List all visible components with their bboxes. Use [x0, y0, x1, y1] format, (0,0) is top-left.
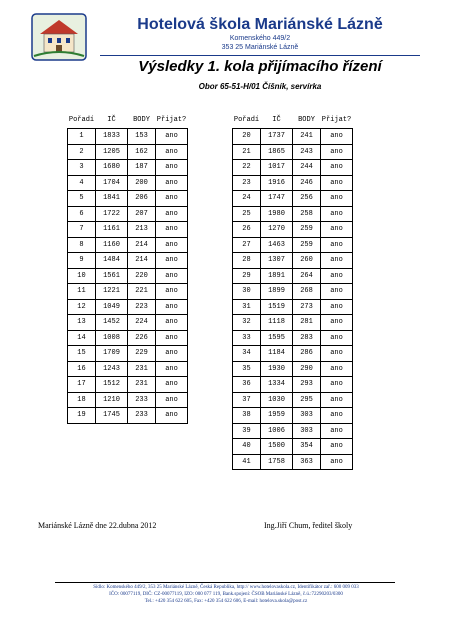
id-cell: 1980: [261, 206, 293, 222]
id-cell: 1160: [96, 237, 128, 253]
column-header-admitted: Přijat?: [156, 112, 188, 129]
table-row: [68, 315, 188, 331]
admitted-cell: ano: [156, 330, 188, 346]
rank-cell: 36: [233, 377, 261, 393]
id-cell: 1745: [96, 408, 128, 424]
table-row: [68, 129, 188, 145]
points-cell: 241: [293, 129, 321, 145]
table-row: [233, 315, 353, 331]
column-header-admitted: Přijat?: [321, 112, 353, 129]
rank-cell: 18: [68, 392, 96, 408]
table-row: [233, 377, 353, 393]
rank-cell: 22: [233, 160, 261, 176]
points-cell: 244: [293, 160, 321, 176]
id-cell: 1709: [96, 346, 128, 362]
admitted-cell: ano: [321, 160, 353, 176]
admitted-cell: ano: [156, 129, 188, 145]
table-row: [233, 346, 353, 362]
rank-cell: 15: [68, 346, 96, 362]
admitted-cell: ano: [321, 392, 353, 408]
table-row: [68, 191, 188, 207]
admitted-cell: ano: [321, 454, 353, 470]
points-cell: 293: [293, 377, 321, 393]
results-table-left: [67, 112, 188, 424]
points-cell: 283: [293, 330, 321, 346]
points-cell: 264: [293, 268, 321, 284]
id-cell: 1930: [261, 361, 293, 377]
id-cell: 1161: [96, 222, 128, 238]
admitted-cell: ano: [321, 439, 353, 455]
table-row: [233, 191, 353, 207]
results-table-right: [232, 112, 353, 470]
admitted-cell: ano: [156, 361, 188, 377]
points-cell: 153: [128, 129, 156, 145]
table-header-row: [233, 112, 353, 129]
rank-cell: 5: [68, 191, 96, 207]
table-row: [233, 423, 353, 439]
column-header-points: BODY: [293, 112, 321, 129]
rank-cell: 16: [68, 361, 96, 377]
points-cell: 226: [128, 330, 156, 346]
study-field: Obor 65-51-H/01 Číšník, servírka: [198, 82, 322, 91]
points-cell: 258: [293, 206, 321, 222]
page-title: Výsledky 1. kola přijímacího řízení: [138, 58, 382, 75]
points-cell: 200: [128, 175, 156, 191]
points-cell: 231: [128, 361, 156, 377]
footer-line-3: Tel.: +420 354 622 605, Fax: +420 354 622 606, E-mail: hotelova.skola@post.cz: [144, 599, 308, 604]
rank-cell: 8: [68, 237, 96, 253]
points-cell: 273: [293, 299, 321, 315]
admitted-cell: ano: [321, 330, 353, 346]
table-row: [68, 222, 188, 238]
points-cell: 281: [293, 315, 321, 331]
admitted-cell: ano: [321, 361, 353, 377]
column-header-id: IČ: [261, 112, 293, 129]
admitted-cell: ano: [321, 129, 353, 145]
points-cell: 259: [293, 222, 321, 238]
rank-cell: 41: [233, 454, 261, 470]
rank-cell: 39: [233, 423, 261, 439]
admitted-cell: ano: [156, 160, 188, 176]
id-cell: 1959: [261, 408, 293, 424]
rank-cell: 14: [68, 330, 96, 346]
rank-cell: 19: [68, 408, 96, 424]
id-cell: 1484: [96, 253, 128, 269]
id-cell: 1747: [261, 191, 293, 207]
admitted-cell: ano: [156, 222, 188, 238]
admitted-cell: ano: [321, 268, 353, 284]
id-cell: 1891: [261, 268, 293, 284]
rank-cell: 25: [233, 206, 261, 222]
table-row: [68, 392, 188, 408]
column-header-points: BODY: [128, 112, 156, 129]
points-cell: 221: [128, 284, 156, 300]
id-cell: 1500: [261, 439, 293, 455]
rank-cell: 34: [233, 346, 261, 362]
admitted-cell: ano: [321, 175, 353, 191]
points-cell: 207: [128, 206, 156, 222]
table-row: [68, 175, 188, 191]
points-cell: 303: [293, 408, 321, 424]
table-header-row: [68, 112, 188, 129]
school-name: Hotelová škola Mariánské Lázně: [137, 16, 383, 33]
points-cell: 224: [128, 315, 156, 331]
admitted-cell: ano: [156, 191, 188, 207]
points-cell: 354: [293, 439, 321, 455]
id-cell: 1243: [96, 361, 128, 377]
rank-cell: 2: [68, 144, 96, 160]
table-row: [233, 237, 353, 253]
admitted-cell: ano: [156, 392, 188, 408]
signer-name: Ing.Jiří Chum, ředitel školy: [264, 521, 353, 530]
id-cell: 1680: [96, 160, 128, 176]
column-header-id: IČ: [96, 112, 128, 129]
rank-cell: 35: [233, 361, 261, 377]
id-cell: 1334: [261, 377, 293, 393]
id-cell: 1865: [261, 144, 293, 160]
table-row: [233, 392, 353, 408]
points-cell: 260: [293, 253, 321, 269]
table-row: [233, 175, 353, 191]
points-cell: 213: [128, 222, 156, 238]
points-cell: 162: [128, 144, 156, 160]
id-cell: 1049: [96, 299, 128, 315]
id-cell: 1722: [96, 206, 128, 222]
header-divider: [100, 55, 420, 56]
admitted-cell: ano: [156, 299, 188, 315]
column-header-rank: Pořadí: [233, 112, 261, 129]
rank-cell: 27: [233, 237, 261, 253]
id-cell: 1006: [261, 423, 293, 439]
admitted-cell: ano: [321, 253, 353, 269]
id-cell: 1519: [261, 299, 293, 315]
admitted-cell: ano: [321, 346, 353, 362]
table-row: [68, 284, 188, 300]
rank-cell: 37: [233, 392, 261, 408]
rank-cell: 29: [233, 268, 261, 284]
id-cell: 1118: [261, 315, 293, 331]
table-row: [233, 454, 353, 470]
rank-cell: 30: [233, 284, 261, 300]
points-cell: 295: [293, 392, 321, 408]
rank-cell: 31: [233, 299, 261, 315]
school-logo: [30, 12, 88, 62]
footer-divider: [55, 582, 395, 583]
table-row: [233, 206, 353, 222]
points-cell: 268: [293, 284, 321, 300]
rank-cell: 32: [233, 315, 261, 331]
admitted-cell: ano: [321, 284, 353, 300]
id-cell: 1463: [261, 237, 293, 253]
admitted-cell: ano: [156, 175, 188, 191]
table-row: [233, 408, 353, 424]
rank-cell: 11: [68, 284, 96, 300]
admitted-cell: ano: [156, 206, 188, 222]
column-header-rank: Pořadí: [68, 112, 96, 129]
id-cell: 1704: [96, 175, 128, 191]
table-row: [233, 330, 353, 346]
table-row: [68, 253, 188, 269]
id-cell: 1205: [96, 144, 128, 160]
rank-cell: 20: [233, 129, 261, 145]
table-row: [233, 439, 353, 455]
table-row: [233, 268, 353, 284]
admitted-cell: ano: [156, 237, 188, 253]
points-cell: 214: [128, 237, 156, 253]
points-cell: 214: [128, 253, 156, 269]
table-row: [68, 144, 188, 160]
admitted-cell: ano: [321, 315, 353, 331]
table-row: [233, 361, 353, 377]
rank-cell: 13: [68, 315, 96, 331]
points-cell: 363: [293, 454, 321, 470]
rank-cell: 21: [233, 144, 261, 160]
rank-cell: 24: [233, 191, 261, 207]
place-and-date: Mariánské Lázně dne 22.dubna 2012: [38, 521, 157, 530]
id-cell: 1841: [96, 191, 128, 207]
admitted-cell: ano: [156, 377, 188, 393]
rank-cell: 28: [233, 253, 261, 269]
rank-cell: 6: [68, 206, 96, 222]
id-cell: 1017: [261, 160, 293, 176]
rank-cell: 40: [233, 439, 261, 455]
id-cell: 1916: [261, 175, 293, 191]
id-cell: 1561: [96, 268, 128, 284]
rank-cell: 7: [68, 222, 96, 238]
rank-cell: 4: [68, 175, 96, 191]
admitted-cell: ano: [321, 191, 353, 207]
table-row: [68, 346, 188, 362]
id-cell: 1307: [261, 253, 293, 269]
footer-line-1: Sídlo: Komenského 449/2, 353 25 Mariánské Lázně, Česká Republika, http:// www.hotelovaskola.cz, Identifikátor zař.: 600 009 033: [93, 585, 359, 590]
admitted-cell: ano: [156, 408, 188, 424]
points-cell: 303: [293, 423, 321, 439]
id-cell: 1512: [96, 377, 128, 393]
admitted-cell: ano: [321, 377, 353, 393]
points-cell: 206: [128, 191, 156, 207]
points-cell: 246: [293, 175, 321, 191]
rank-cell: 23: [233, 175, 261, 191]
rank-cell: 38: [233, 408, 261, 424]
table-row: [68, 408, 188, 424]
id-cell: 1008: [96, 330, 128, 346]
admitted-cell: ano: [321, 299, 353, 315]
table-row: [233, 160, 353, 176]
id-cell: 1221: [96, 284, 128, 300]
rank-cell: 1: [68, 129, 96, 145]
admitted-cell: ano: [156, 346, 188, 362]
rank-cell: 10: [68, 268, 96, 284]
footer-line-2: IČO: 00077119, DIČ: CZ-00077119, IZO: 000 077 119, Bank.spojení: ČSOB Mariánské Lázně, č.ú.:72290203/0300: [109, 592, 343, 597]
rank-cell: 33: [233, 330, 261, 346]
table-row: [68, 299, 188, 315]
id-cell: 1899: [261, 284, 293, 300]
admitted-cell: ano: [321, 206, 353, 222]
id-cell: 1184: [261, 346, 293, 362]
points-cell: 259: [293, 237, 321, 253]
admitted-cell: ano: [321, 144, 353, 160]
id-cell: 1452: [96, 315, 128, 331]
table-row: [68, 160, 188, 176]
table-row: [233, 129, 353, 145]
table-row: [233, 222, 353, 238]
id-cell: 1030: [261, 392, 293, 408]
id-cell: 1270: [261, 222, 293, 238]
admitted-cell: ano: [321, 237, 353, 253]
admitted-cell: ano: [156, 315, 188, 331]
points-cell: 256: [293, 191, 321, 207]
admitted-cell: ano: [321, 423, 353, 439]
table-row: [233, 144, 353, 160]
points-cell: 187: [128, 160, 156, 176]
table-row: [68, 206, 188, 222]
points-cell: 229: [128, 346, 156, 362]
rank-cell: 12: [68, 299, 96, 315]
admitted-cell: ano: [156, 144, 188, 160]
school-address-street: Komenského 449/2: [229, 35, 291, 42]
rank-cell: 9: [68, 253, 96, 269]
id-cell: 1737: [261, 129, 293, 145]
points-cell: 220: [128, 268, 156, 284]
rank-cell: 17: [68, 377, 96, 393]
table-row: [233, 253, 353, 269]
admitted-cell: ano: [156, 253, 188, 269]
id-cell: 1758: [261, 454, 293, 470]
rank-cell: 3: [68, 160, 96, 176]
points-cell: 233: [128, 392, 156, 408]
points-cell: 233: [128, 408, 156, 424]
points-cell: 223: [128, 299, 156, 315]
id-cell: 1833: [96, 129, 128, 145]
admitted-cell: ano: [156, 268, 188, 284]
table-row: [233, 284, 353, 300]
points-cell: 290: [293, 361, 321, 377]
table-row: [68, 237, 188, 253]
table-row: [68, 330, 188, 346]
rank-cell: 26: [233, 222, 261, 238]
points-cell: 231: [128, 377, 156, 393]
id-cell: 1595: [261, 330, 293, 346]
admitted-cell: ano: [321, 222, 353, 238]
admitted-cell: ano: [156, 284, 188, 300]
points-cell: 286: [293, 346, 321, 362]
admitted-cell: ano: [321, 408, 353, 424]
points-cell: 243: [293, 144, 321, 160]
table-row: [68, 377, 188, 393]
table-row: [233, 299, 353, 315]
school-address-city: 353 25 Mariánské Lázně: [221, 44, 299, 51]
table-row: [68, 268, 188, 284]
id-cell: 1210: [96, 392, 128, 408]
table-row: [68, 361, 188, 377]
